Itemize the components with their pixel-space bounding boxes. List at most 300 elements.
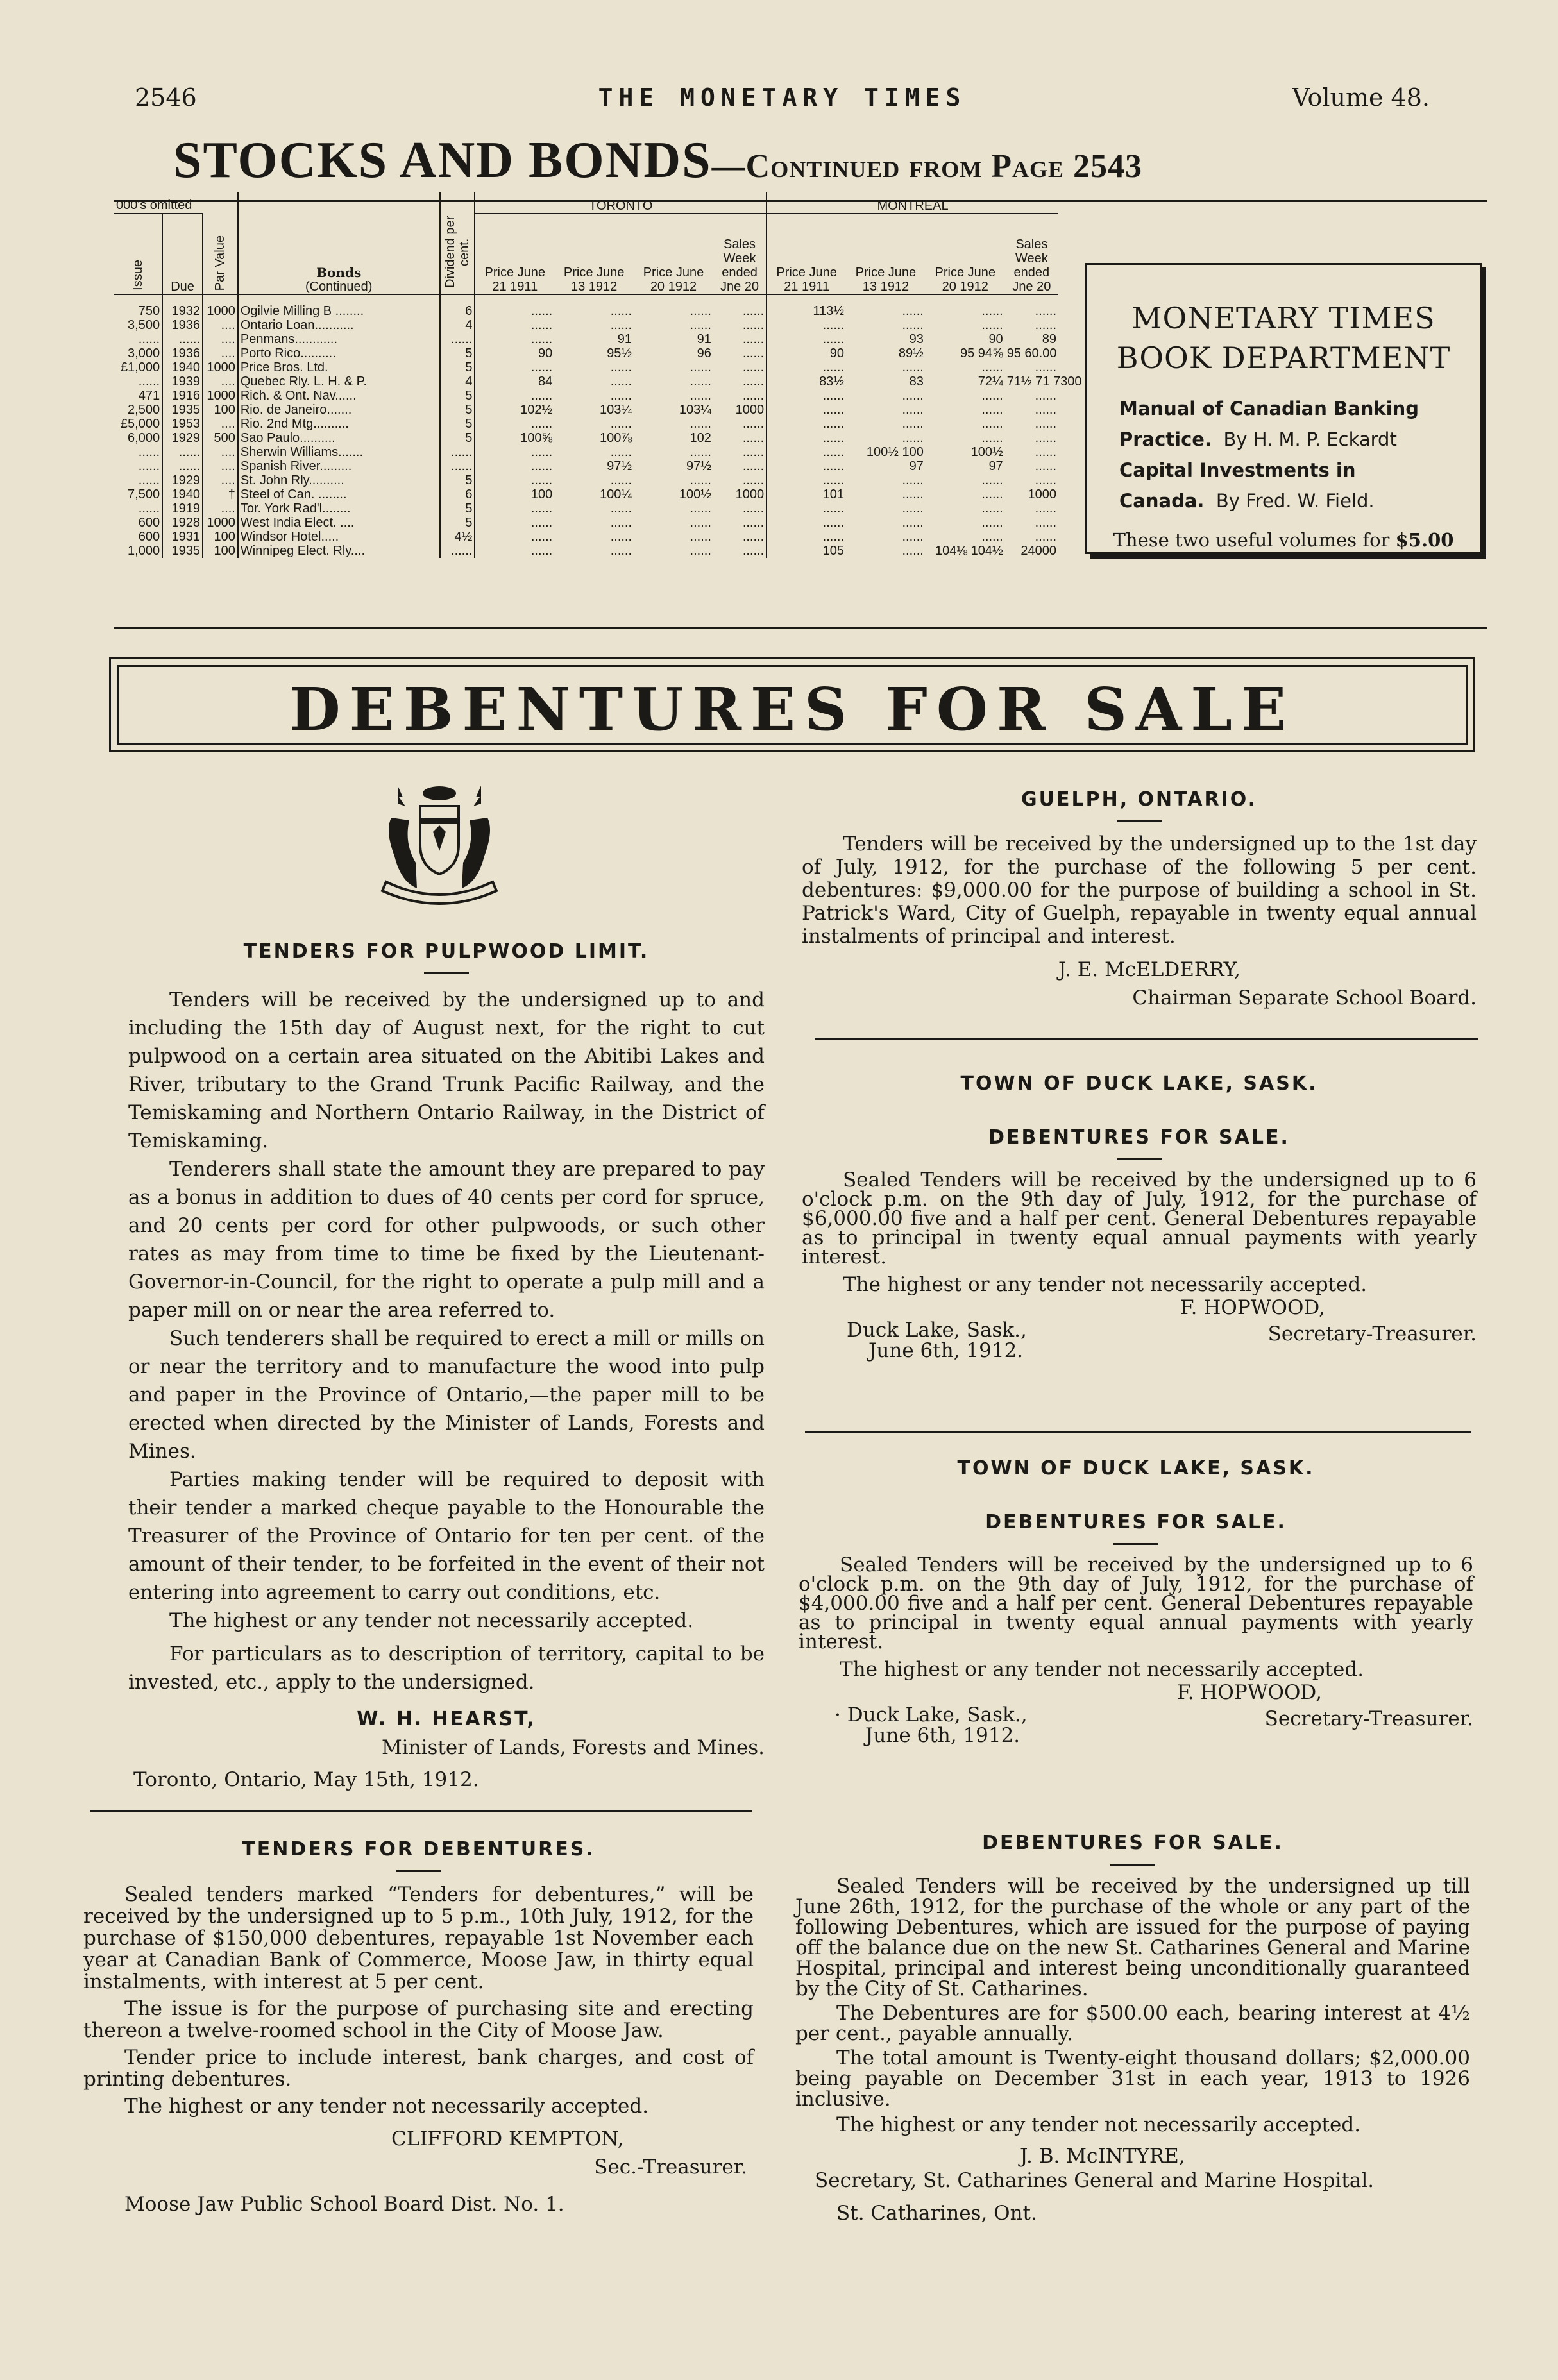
stock-cell-m3: 90: [988, 332, 1003, 346]
stock-cell-m4: ......: [1035, 473, 1056, 487]
stock-cell-t3: ......: [690, 530, 711, 544]
stock-cell-t3: ......: [690, 417, 711, 431]
stock-cell-bond: West India Elect. ....: [238, 516, 440, 530]
duck-lake-2-signer-title: Secretary-Treasurer.: [1264, 1707, 1473, 1730]
stock-cell-t3: 103¼: [679, 403, 711, 417]
toronto-price-2-header: Price June 13 1912: [563, 266, 625, 294]
stock-cell-bond: Sao Paulo..........: [238, 431, 440, 445]
stock-cell-bond: Winnipeg Elect. Rly....: [238, 544, 440, 558]
duck-lake-1-signer-title: Secretary-Treasurer.: [1267, 1322, 1477, 1346]
stock-cell-m3: ......: [981, 417, 1003, 431]
stock-cell-m1: ......: [766, 332, 846, 346]
st-catharines-para-3: The total amount is Twenty-eight thousand dollars; $2,000.00 being payable on December 31st in each year, 1913 to 1926 inclusive.: [795, 2047, 1470, 2111]
running-head: [135, 83, 1430, 122]
moose-jaw-org: Moose Jaw Public School Board Dist. No. 1.: [124, 2193, 564, 2216]
stock-cell-due: 1939: [162, 375, 203, 389]
stock-row: [114, 389, 1058, 403]
stock-cell-div: ......: [440, 459, 475, 473]
stock-cell-m2: ......: [902, 530, 924, 544]
stock-cell-m4: 89: [1042, 332, 1056, 346]
stock-row: [114, 403, 1058, 417]
stock-cell-t2: 91: [617, 332, 632, 346]
montreal-price-1-header: Price June 21 1911: [766, 214, 846, 294]
stock-cell-issue: ......: [138, 445, 160, 459]
issue-header: Issue: [131, 260, 146, 291]
stock-cell-due: 1919: [162, 502, 203, 516]
stock-cell-bond: Rich. & Ont. Nav......: [238, 389, 440, 403]
moose-jaw-para-3: Tender price to include interest, bank charges, and cost of printing debentures.: [83, 2046, 754, 2091]
stock-cell-t2: 100⅞: [599, 431, 632, 445]
stock-cell-par: ....: [203, 346, 238, 360]
stock-cell-t3: 96: [697, 346, 711, 360]
stock-cell-t1: ......: [475, 294, 554, 318]
stock-cell-m3: ......: [981, 403, 1003, 417]
stock-cell-t1: ......: [475, 544, 554, 558]
moose-jaw-signer-title: Sec.-Treasurer.: [594, 2156, 747, 2179]
stock-cell-t2: 95½: [607, 346, 632, 360]
stock-cell-t1: ......: [475, 530, 554, 544]
stock-cell-due: 1935: [162, 544, 203, 558]
left-divider: [90, 1810, 752, 1812]
stock-cell-bond: Price Bros. Ltd.: [238, 360, 440, 375]
stock-cell-bond: Ogilvie Milling B ........: [238, 294, 440, 318]
stock-cell-t3: ......: [690, 360, 711, 375]
stock-cell-issue: ......: [138, 375, 160, 389]
stocks-title-continued: —Continued from Page 2543: [711, 148, 1142, 185]
stock-cell-m4: ......: [1035, 459, 1056, 473]
stock-cell-div: 5: [440, 431, 475, 445]
stock-cell-t1: ......: [475, 417, 554, 431]
duck-lake-2-para-2: The highest or any tender not necessarily accepted.: [840, 1658, 1364, 1681]
duck-lake-1-heading: TOWN OF DUCK LAKE, SASK.: [960, 1072, 1318, 1095]
book-item-1-title-end: Practice.: [1119, 428, 1212, 450]
table-bottom-rule: [114, 627, 1487, 629]
stock-cell-m4: ......: [1035, 431, 1056, 445]
stock-cell-par: ....: [203, 318, 238, 332]
stock-cell-m2: ......: [902, 502, 924, 516]
stock-cell-t1: ......: [475, 459, 554, 473]
moose-jaw-para-4: The highest or any tender not necessarily accepted.: [124, 2095, 649, 2118]
stock-cell-m1: ......: [766, 389, 846, 403]
stock-cell-m2: ......: [902, 473, 924, 487]
stock-cell-t3: 102: [690, 431, 711, 445]
stock-cell-t2: ......: [610, 318, 632, 332]
stock-cell-t1: ......: [475, 445, 554, 459]
stock-row: [114, 459, 1058, 473]
stock-cell-t1: 100⅝: [475, 431, 554, 445]
stock-cell-due: 1928: [162, 516, 203, 530]
stock-cell-t3: ......: [690, 502, 711, 516]
stock-cell-t3: ......: [690, 389, 711, 403]
stock-cell-div: 4: [440, 318, 475, 332]
stock-cell-due: 1940: [162, 487, 203, 502]
duck-lake-2-heading: TOWN OF DUCK LAKE, SASK.: [957, 1457, 1315, 1480]
stock-cell-m2: 83: [909, 375, 924, 389]
stock-cell-m4: ......: [1035, 318, 1056, 332]
stock-cell-div: 6: [440, 487, 475, 502]
stock-row: [114, 473, 1058, 487]
stocks-title-main: STOCKS AND BONDS: [173, 132, 712, 189]
stock-cell-bond: Steel of Can. ........: [238, 487, 440, 502]
stocks-table: [114, 192, 1082, 558]
stock-cell-t4: ......: [742, 516, 765, 530]
stock-cell-issue: 600: [138, 530, 160, 544]
duck-lake-2-footer: [799, 1703, 1473, 1747]
stock-cell-par: ....: [203, 502, 238, 516]
pulpwood-notice: [128, 938, 765, 1794]
stock-cell-m4: 71½ 71 7300: [1006, 375, 1082, 389]
stock-row: [114, 417, 1058, 431]
st-catharines-heading: DEBENTURES FOR SALE.: [982, 1832, 1283, 1854]
stock-cell-m1: 90: [766, 346, 846, 360]
stock-cell-due: ......: [162, 445, 203, 459]
stock-cell-issue: 2,500: [128, 403, 160, 417]
pulpwood-para-6: For particulars as to description of territory, capital to be invested, etc., apply to the undersigned.: [128, 1642, 765, 1694]
stock-cell-div: 5: [440, 516, 475, 530]
stock-cell-m1: ......: [766, 360, 846, 375]
stock-cell-m1: 105: [766, 544, 846, 558]
stock-cell-t1: 90: [475, 346, 554, 360]
stock-cell-par: ....: [203, 445, 238, 459]
stock-row: [114, 332, 1058, 346]
stock-cell-issue: £5,000: [120, 417, 160, 431]
stock-cell-par: 100: [203, 544, 238, 558]
stocks-table-body: [114, 294, 1082, 558]
pulpwood-para-4: Parties making tender will be required to deposit with their tender a marked cheque payable to the Honourable the Treasurer of the Province of Ontario for ten per cent. of the amount of their tender, to be forfeited in the event of their not entering into agreement to carry out conditions, etc.: [128, 1468, 765, 1604]
stock-cell-div: 6: [440, 294, 475, 318]
stock-cell-t4: ......: [742, 417, 765, 431]
stock-cell-m3: ......: [981, 473, 1003, 487]
stock-cell-t2: ......: [610, 360, 632, 375]
masthead: THE MONETARY TIMES: [598, 83, 967, 112]
stock-cell-t3: 97½: [686, 459, 711, 473]
stock-cell-div: 4½: [440, 530, 475, 544]
stock-cell-par: 100: [203, 403, 238, 417]
stock-cell-t2: ......: [610, 473, 632, 487]
duck-lake-1-place: Duck Lake, Sask.,: [847, 1319, 1027, 1342]
st-catharines-signer: J. B. McINTYRE,: [1020, 2145, 1185, 2168]
stock-cell-t1: ......: [475, 516, 554, 530]
moose-jaw-para-2: The issue is for the purpose of purchasing site and erecting thereon a twelve-roomed school in the City of Moose Jaw.: [83, 1997, 754, 2042]
stock-cell-t2: ......: [610, 445, 632, 459]
stock-cell-issue: £1,000: [120, 360, 160, 375]
stock-cell-t4: ......: [742, 318, 765, 332]
stock-cell-issue: 3,500: [128, 318, 160, 332]
due-header: Due: [162, 214, 203, 294]
st-catharines-heading-rule: [1110, 1864, 1155, 1866]
stock-cell-bond: Rio. de Janeiro.......: [238, 403, 440, 417]
bonds-header: [238, 214, 440, 294]
stocks-title: [173, 131, 1418, 189]
stock-cell-div: 5: [440, 403, 475, 417]
stock-cell-t1: 100: [475, 487, 554, 502]
stock-row: [114, 502, 1058, 516]
stock-row: [114, 487, 1058, 502]
book-price: $5.00: [1395, 529, 1454, 551]
stock-cell-t3: ......: [690, 516, 711, 530]
stock-cell-bond: Rio. 2nd Mtg..........: [238, 417, 440, 431]
montreal-price-2-header: Price June 13 1912: [855, 266, 917, 294]
pulpwood-para-2: Tenderers shall state the amount they are prepared to pay as a bonus in addition to dues of 40 cents per cord for spruce, and 20 cents per cord for other pulpwoods, or such other rates as may from time to time be fixed by the Lieutenant-Governor-in-Council, for the right to operate a pulp mill and a paper mill on or near the area referred to.: [128, 1158, 765, 1322]
stock-cell-t2: ......: [610, 375, 632, 389]
stock-row: [114, 294, 1058, 318]
stock-cell-issue: ......: [138, 473, 160, 487]
stock-cell-t1: ......: [475, 473, 554, 487]
right-divider-2: [805, 1431, 1471, 1433]
stock-cell-issue: 7,500: [128, 487, 160, 502]
book-list: [1119, 393, 1480, 516]
guelph-heading-rule: [1117, 820, 1162, 822]
moose-jaw-signer: CLIFFORD KEMPTON,: [391, 2127, 624, 2150]
stock-cell-m3: 100½: [970, 445, 1003, 459]
stock-cell-t4: ......: [742, 445, 765, 459]
book-price-text: These two useful volumes for: [1113, 529, 1390, 551]
stock-cell-m1: ......: [766, 431, 846, 445]
stock-cell-m1: 83½: [766, 375, 846, 389]
stock-cell-m3: 72¼: [978, 375, 1003, 389]
stock-cell-m2: ......: [902, 403, 924, 417]
stock-cell-m1: ......: [766, 318, 846, 332]
stock-cell-div: 5: [440, 502, 475, 516]
stock-cell-issue: 6,000: [128, 431, 160, 445]
bonds-header-sub: (Continued): [305, 280, 373, 294]
stock-cell-m4: ......: [1035, 516, 1056, 530]
stock-cell-issue: 3,000: [128, 346, 160, 360]
bonds-header-title: Bonds: [316, 265, 362, 280]
duck-lake-2-para-1: Sealed Tenders will be received by the undersigned up to 6 o'clock p.m. on the 9th day of July, 1912, for the purchase of $4,000.00 five and a half per cent. General Debentures repayable as to principal in twenty equal annual payments with yearly interest.: [799, 1553, 1473, 1653]
stock-cell-m3: ......: [981, 431, 1003, 445]
stock-cell-bond: Tor. York Rad'l........: [238, 502, 440, 516]
stock-cell-t1: 102½: [475, 403, 554, 417]
stock-cell-m3: 95 94⅝: [960, 346, 1003, 360]
stock-cell-due: 1940: [162, 360, 203, 375]
stock-cell-bond: Sherwin Williams.......: [238, 445, 440, 459]
duck-lake-2-heading-rule: [1113, 1543, 1158, 1545]
stock-cell-par: †: [203, 487, 238, 502]
stock-cell-m4: ......: [1035, 304, 1056, 318]
stock-cell-m3: ......: [981, 487, 1003, 502]
stock-cell-t2: 97½: [607, 459, 632, 473]
stock-cell-bond: Quebec Rly. L. H. & P.: [238, 375, 440, 389]
moose-jaw-heading: TENDERS FOR DEBENTURES.: [242, 1838, 595, 1861]
stock-cell-m1: ......: [766, 516, 846, 530]
book-title-2: BOOK DEPARTMENT: [1116, 341, 1451, 375]
stock-cell-t1: ......: [475, 389, 554, 403]
stock-cell-m4: ......: [1035, 389, 1056, 403]
toronto-sales-header: Sales Week ended Jne 20: [720, 237, 759, 294]
stock-cell-t4: ......: [742, 346, 765, 360]
stock-cell-t4: ......: [742, 459, 765, 473]
stock-cell-div: 4: [440, 375, 475, 389]
stock-cell-t4: ......: [742, 304, 765, 318]
stock-cell-t4: ......: [742, 473, 765, 487]
guelph-para-1: Tenders will be received by the undersigned up to the 1st day of July, 1912, for the purchase of the following 5 per cent. debentures: $9,000.00 for the purpose of building a school in St. Patrick's Ward, City of Guelph, repayable in twenty equal annual instalments of principal and interest.: [802, 832, 1477, 948]
book-item-1-author: By H. M. P. Eckardt: [1223, 428, 1397, 450]
stock-cell-t4: ......: [742, 389, 765, 403]
stock-row: [114, 544, 1058, 558]
stock-cell-m3: ......: [981, 360, 1003, 375]
stock-cell-t4: ......: [742, 502, 765, 516]
stock-cell-m3: ......: [981, 318, 1003, 332]
stock-cell-div: ......: [440, 445, 475, 459]
stock-cell-par: ....: [203, 459, 238, 473]
book-department-ad: [1085, 263, 1482, 554]
stock-cell-par: ....: [203, 375, 238, 389]
stock-row: [114, 431, 1058, 445]
stock-cell-bond: Ontario Loan...........: [238, 318, 440, 332]
stock-cell-m1: ......: [766, 473, 846, 487]
stock-cell-due: ......: [162, 459, 203, 473]
duck-lake-2-place: · Duck Lake, Sask.,: [834, 1703, 1028, 1726]
duck-lake-1-para-1: Sealed Tenders will be received by the undersigned up to 6 o'clock p.m. on the 9th day of July, 1912, for the purchase of $6,000.00 five and a half per cent. General Debentures repayable as to principal in twenty equal annual payments with yearly interest.: [802, 1169, 1477, 1269]
ontario-coat-of-arms-icon: [372, 779, 507, 907]
st-catharines-para-2: The Debentures are for $500.00 each, bearing interest at 4½ per cent., payable annually.: [795, 2002, 1470, 2045]
stock-cell-t3: ......: [690, 445, 711, 459]
pulpwood-heading-rule: [424, 972, 469, 974]
stock-cell-t2: ......: [610, 417, 632, 431]
duck-lake-1-subheading: DEBENTURES FOR SALE.: [988, 1126, 1290, 1149]
stock-cell-m3: 97: [988, 459, 1003, 473]
stock-cell-m3: ......: [981, 304, 1003, 318]
stock-cell-m1: ......: [766, 403, 846, 417]
stock-cell-due: 1929: [162, 431, 203, 445]
stock-cell-m2: ......: [902, 360, 924, 375]
duck-lake-2-signer: F. HOPWOOD,: [1177, 1681, 1322, 1704]
st-catharines-place: St. Catharines, Ont.: [836, 2202, 1037, 2225]
stock-row: [114, 516, 1058, 530]
pulpwood-signer-title: Minister of Lands, Forests and Mines.: [381, 1736, 765, 1759]
omitted-label: 000's omitted: [116, 198, 192, 212]
stock-cell-par: ....: [203, 417, 238, 431]
stock-cell-t3: 100½: [679, 487, 711, 502]
stock-row: [114, 375, 1058, 389]
stock-cell-div: 5: [440, 417, 475, 431]
dividend-header: Dividend per cent.: [443, 215, 471, 289]
pulpwood-signer: W. H. HEARST,: [357, 1708, 536, 1730]
page-number: 2546: [135, 83, 197, 112]
stock-cell-m3: 104⅛ 104½: [935, 544, 1003, 558]
duck-lake-2-date: June 6th, 1912.: [865, 1724, 1020, 1747]
stock-cell-due: ......: [162, 332, 203, 346]
stock-cell-t1: ......: [475, 318, 554, 332]
stock-cell-m2: 100½ 100: [866, 445, 924, 459]
stock-cell-t2: 100¼: [599, 487, 632, 502]
stock-cell-bond: Spanish River.........: [238, 459, 440, 473]
st-catharines-signer-title: Secretary, St. Catharines General and Marine Hospital.: [815, 2169, 1375, 2192]
book-title-1: MONETARY TIMES: [1131, 301, 1435, 335]
stock-cell-t2: ......: [610, 389, 632, 403]
pulpwood-heading: TENDERS FOR PULPWOOD LIMIT.: [243, 940, 650, 963]
stock-cell-due: 1929: [162, 473, 203, 487]
stock-cell-m2: ......: [902, 318, 924, 332]
right-divider-1: [815, 1038, 1478, 1040]
stock-cell-m1: ......: [766, 445, 846, 459]
duck-lake-1-footer: [802, 1319, 1477, 1362]
stock-cell-t4: ......: [742, 332, 765, 346]
banner-title: DEBENTURES FOR SALE: [289, 675, 1296, 744]
montreal-sales-header: Sales Week ended Jne 20: [1012, 237, 1051, 294]
stock-cell-t4: ......: [742, 375, 765, 389]
st-catharines-para-1: Sealed Tenders will be received by the undersigned up till June 26th, 1912, for the purchase of the whole or any part of the following Debentures, which are issued for the purpose of paying off the balance due on the new St. Catharines General and Marine Hospital, principal and interest being unconditionally guaranteed by the City of St. Catharines.: [795, 1875, 1470, 2000]
stock-cell-m2: ......: [902, 389, 924, 403]
stock-cell-due: 1931: [162, 530, 203, 544]
stock-row: [114, 530, 1058, 544]
stock-row: [114, 445, 1058, 459]
montreal-group-header: MONTREAL: [766, 192, 1058, 214]
stock-cell-m1: 101: [766, 487, 846, 502]
pulpwood-para-5: The highest or any tender not necessarily accepted.: [169, 1609, 694, 1632]
stock-cell-par: 100: [203, 530, 238, 544]
duck-lake-2-subheading: DEBENTURES FOR SALE.: [985, 1511, 1287, 1533]
stock-cell-div: 5: [440, 389, 475, 403]
stock-cell-t4: ......: [742, 431, 765, 445]
stock-cell-t4: ......: [742, 360, 765, 375]
stock-cell-t2: ......: [610, 544, 632, 558]
stock-cell-t1: 84: [475, 375, 554, 389]
stock-cell-m1: ......: [766, 459, 846, 473]
stock-cell-t1: ......: [475, 502, 554, 516]
stock-cell-par: 1000: [203, 516, 238, 530]
pulpwood-para-1: Tenders will be received by the undersigned up to and including the 15th day of August next, for the right to cut pulpwood on a certain area situated on the Abitibi Lakes and River, tributary to the Grand Trunk Pacific Railway, and the Temiskaming and Northern Ontario Railway, in the District of Temiskaming.: [128, 988, 765, 1152]
stock-cell-par: 1000: [203, 294, 238, 318]
stock-cell-issue: 600: [138, 516, 160, 530]
stock-cell-m2: 97: [909, 459, 924, 473]
stock-cell-issue: 750: [138, 304, 160, 318]
stock-cell-t2: ......: [610, 304, 632, 318]
stock-cell-due: 1953: [162, 417, 203, 431]
moose-jaw-para-1: Sealed tenders marked “Tenders for debentures,” will be received by the undersigned up to 5 p.m., 10th July, 1912, for the purchase of $150,000 debentures, repayable 1st November each year at Canadian Bank of Commerce, Moose Jaw, in thirty equal instalments, with interest at 5 per cent.: [83, 1883, 754, 1993]
stock-cell-par: ....: [203, 473, 238, 487]
stock-cell-t3: ......: [690, 304, 711, 318]
stock-cell-t3: ......: [690, 473, 711, 487]
st-catharines-para-4: The highest or any tender not necessarily accepted.: [836, 2113, 1361, 2136]
volume-number: Volume 48.: [1292, 83, 1430, 112]
pulpwood-para-3: Such tenderers shall be required to erect a mill or mills on or near the territory and to manufacture the wood into pulp and paper in the Province of Ontario,—the paper mill to be erected when directed by the Minister of Lands, Forests and Mines.: [128, 1327, 765, 1463]
moose-jaw-heading-rule: [396, 1870, 441, 1872]
stock-cell-issue: ......: [138, 459, 160, 473]
stock-cell-t2: ......: [610, 530, 632, 544]
duck-lake-1-para-2: The highest or any tender not necessarily accepted.: [843, 1273, 1367, 1296]
stock-cell-t4: ......: [742, 544, 765, 558]
book-item-2-title: Capital Investments in: [1119, 459, 1356, 481]
stock-cell-m1: ......: [766, 502, 846, 516]
stock-row: [114, 318, 1058, 332]
book-item-1-title: Manual of Canadian Banking: [1119, 398, 1419, 419]
guelph-notice: [802, 786, 1477, 1012]
stock-cell-t4: ......: [742, 530, 765, 544]
stock-cell-issue: ......: [138, 502, 160, 516]
stock-cell-bond: St. John Rly..........: [238, 473, 440, 487]
duck-lake-1-signer: F. HOPWOOD,: [1180, 1296, 1325, 1319]
stock-cell-due: 1936: [162, 318, 203, 332]
stock-cell-par: ....: [203, 332, 238, 346]
stock-cell-t3: ......: [690, 375, 711, 389]
stock-cell-m4: ......: [1035, 417, 1056, 431]
stock-cell-m4: 95 60.00: [1006, 346, 1057, 360]
stock-cell-m4: ......: [1035, 530, 1056, 544]
stock-cell-issue: 471: [138, 389, 160, 403]
duck-lake-1-heading-rule: [1117, 1158, 1162, 1160]
stock-cell-m1: ......: [766, 530, 846, 544]
stock-cell-due: 1932: [162, 294, 203, 318]
stock-cell-m2: ......: [902, 304, 924, 318]
stock-cell-m3: ......: [981, 502, 1003, 516]
stock-row: [114, 360, 1058, 375]
stock-cell-m2: ......: [902, 544, 924, 558]
stock-cell-t1: ......: [475, 360, 554, 375]
par-header: Par Value: [213, 235, 228, 291]
stock-cell-bond: Penmans............: [238, 332, 440, 346]
